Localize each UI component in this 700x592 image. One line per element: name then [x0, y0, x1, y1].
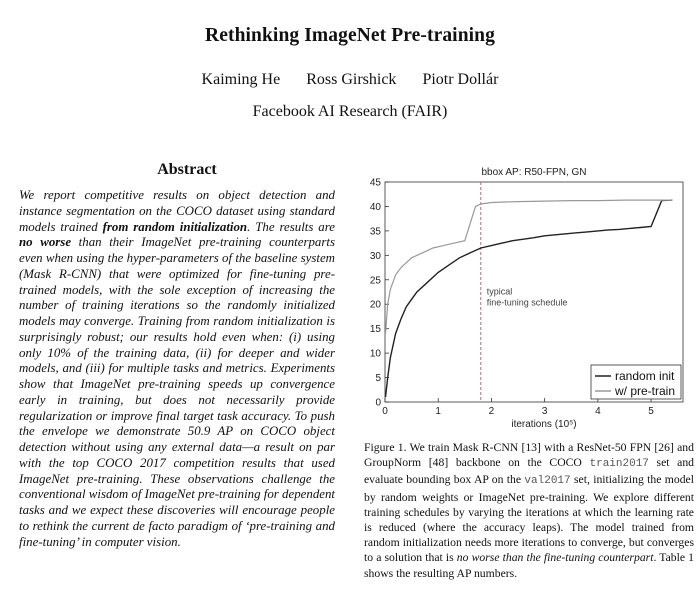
y-tick-label: 0	[375, 397, 381, 409]
abstract-emphasis: no worse	[19, 235, 72, 250]
x-axis-label: iterations (10⁵)	[511, 419, 577, 430]
caption-emphasis: no worse than the fine-tuning counterpart	[456, 551, 654, 565]
legend-label: w/ pre-train	[615, 384, 676, 398]
annotation-text: typical fine-tuning schedule	[486, 286, 568, 308]
x-tick-label: 0	[382, 406, 388, 417]
dataset-split: train2017	[589, 458, 649, 471]
author-name: Kaiming He	[201, 71, 281, 88]
author-name: Ross Girshick	[306, 71, 397, 88]
figure-1	[353, 160, 688, 440]
x-tick-label: 4	[595, 406, 601, 417]
y-tick-label: 15	[369, 324, 381, 336]
caption-text: set, initializing the model by random weights or ImageNet pre-training. We explore different training schedules by varying the iterations at which the learning rate is reduced (where the accuracy leaps). The model trained from random initialization needs more iterations to converge, but converges to a solution that is	[364, 473, 694, 565]
x-tick-label: 5	[648, 406, 654, 417]
author-name: Piotr Dollár	[422, 71, 499, 88]
series-line	[386, 200, 673, 334]
x-tick-label: 3	[541, 406, 548, 417]
caption-text: set and evaluate bounding box AP on the	[364, 456, 695, 487]
x-tick-label: 1	[435, 406, 441, 417]
abstract-heading: Abstract	[157, 161, 217, 178]
y-tick-label: 20	[369, 299, 381, 311]
y-tick-label: 10	[369, 348, 381, 360]
x-tick-label: 2	[488, 406, 495, 417]
figure-caption	[364, 440, 694, 581]
y-tick-label: 5	[375, 373, 381, 385]
paper-title: Rethinking ImageNet Pre-training	[205, 25, 495, 46]
y-tick-label: 25	[369, 275, 381, 287]
legend-label: random init	[615, 369, 675, 383]
y-tick-label: 45	[369, 177, 381, 189]
abstract-text: We report competitive results on object detection and instance segmentation on the COCO dataset using standard models trained	[19, 188, 335, 234]
affiliation: Facebook AI Research (FAIR)	[252, 103, 448, 120]
abstract-text: than their ImageNet pre-training counterparts even when using the hyper-parameters of the baseline system (Mask R-CNN) that were optimized for fine-tuning pre-trained models, with the sole exception of increasing the number of training iterations so the randomly initialized models may converge. Training from random initialization is surprisingly robust; our results hold even when: (i) using only 10% of the training data, (ii) for deeper and wider models, and (iii) for multiple tasks and metrics. Experiments show that ImageNet pre-training speeds up convergence early in training, but does not necessarily provide regularization or improve final target task accuracy. To push the envelope we demonstrate 50.9 AP on COCO object detection without using any external data—a result on par with the top COCO 2017 competition results that used ImageNet pre-training. These observations challenge the conventional wisdom of ImageNet pre-training for dependent tasks and we expect these discoveries will encourage people to rethink the current de facto paradigm of ‘pre-training and fine-tuning’ in computer vision.	[19, 235, 336, 549]
abstract-text: . The results are	[247, 219, 335, 234]
caption-text: Figure 1. We train Mask R-CNN [13] with a ResNet-50 FPN [26] and GroupNorm [48] backbone on the COCO	[364, 441, 694, 470]
dataset-split: val2017	[524, 475, 571, 488]
abstract-body	[19, 188, 335, 550]
y-tick-label: 40	[369, 201, 381, 213]
y-tick-label: 35	[369, 226, 381, 238]
chart-title: bbox AP: R50-FPN, GN	[481, 167, 587, 178]
author-list	[0, 71, 700, 89]
abstract-emphasis: from random initialization	[102, 219, 248, 234]
ap-line-chart	[353, 160, 688, 440]
caption-text: . Table 1 shows the resulting AP numbers.	[364, 551, 695, 580]
y-tick-label: 30	[369, 250, 381, 262]
